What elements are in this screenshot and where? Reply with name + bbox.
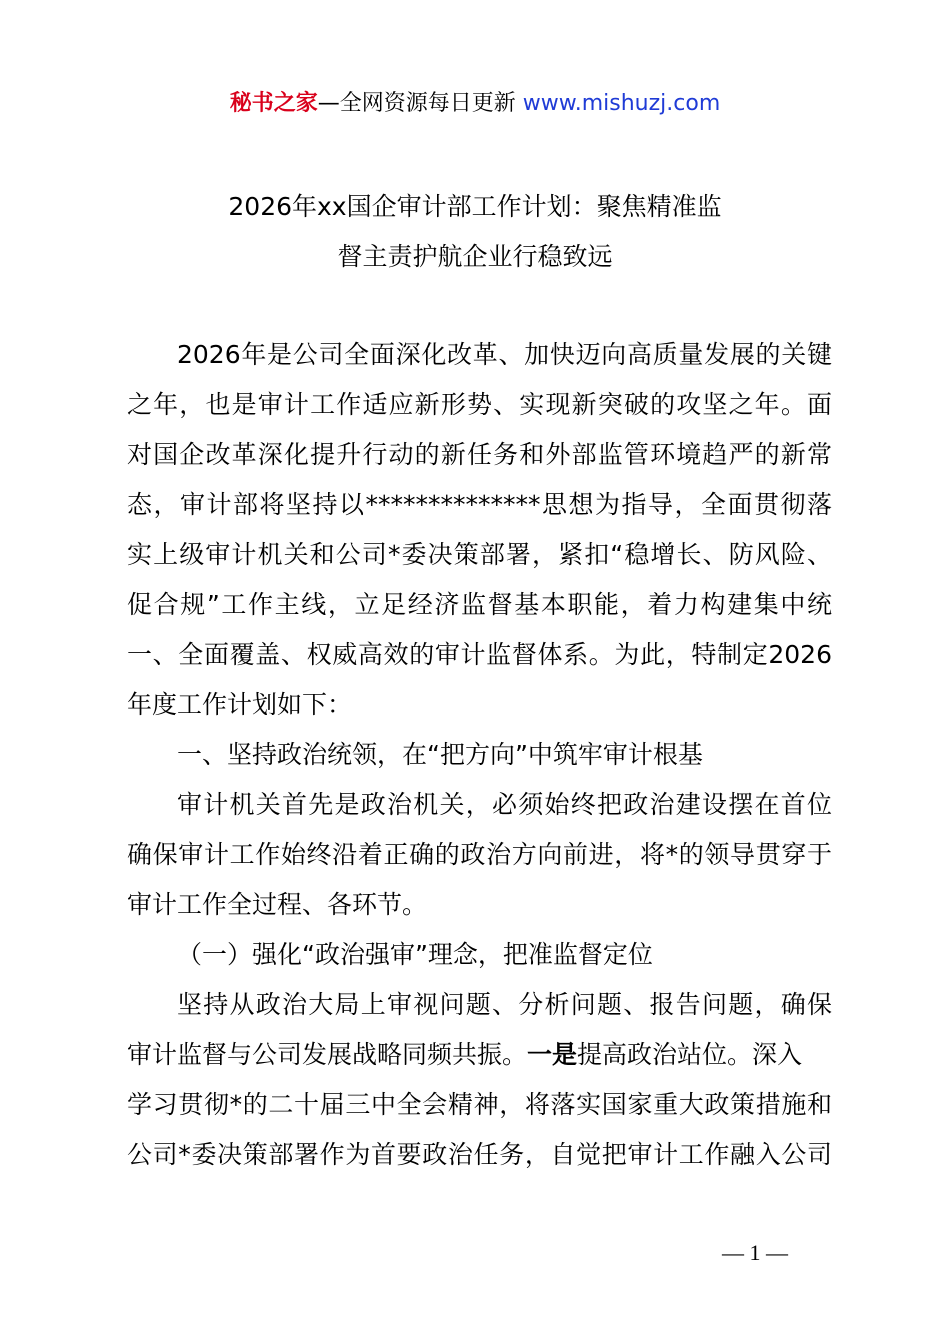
body-line: 2026年是公司全面深化改革、加快迈向高质量发展的关键 <box>177 340 832 369</box>
body-line: 确保审计工作始终沿着正确的政治方向前进，将*的领导贯穿于 <box>127 840 832 869</box>
body-line: 之年，也是审计工作适应新形势、实现新突破的攻坚之年。面 <box>127 390 832 419</box>
document-body <box>127 330 832 1180</box>
body-line <box>127 1030 832 1080</box>
brand-name: 秘书之家 <box>229 91 318 116</box>
subsection-heading: （一）强化“政治强审”理念，把准监督定位 <box>177 940 653 969</box>
body-line: 审计工作全过程、各环节。 <box>127 890 428 919</box>
body-line: 实上级审计机关和公司*委决策部署，紧扣“稳增长、防风险、 <box>127 540 832 569</box>
body-line: 学习贯彻*的二十届三中全会精神，将落实国家重大政策措施和 <box>127 1090 832 1119</box>
body-line: 一、全面覆盖、权威高效的审计监督体系。为此，特制定2026 <box>127 640 832 669</box>
body-line: 促合规”工作主线，立足经济监督基本职能，着力构建集中统 <box>127 590 832 619</box>
site-url-link[interactable]: www.mishuzj.com <box>522 91 721 116</box>
body-line: 公司*委决策部署作为首要政治任务，自觉把审计工作融入公司 <box>127 1140 832 1169</box>
emphasis-marker: 一是 <box>527 1040 578 1069</box>
body-line: 对国企改革深化提升行动的新任务和外部监管环境趋严的新常 <box>127 440 832 469</box>
title-line: 2026年xx国企审计部工作计划：聚焦精准监 <box>228 192 722 221</box>
body-line: 审计机关首先是政治机关，必须始终把政治建设摆在首位 <box>177 790 832 819</box>
site-banner <box>0 88 950 120</box>
body-text: 提高政治站位。深入 <box>577 1040 803 1069</box>
banner-tagline: —全网资源每日更新 <box>317 91 523 116</box>
document-title <box>120 182 830 282</box>
body-line: 态，审计部将坚持以**************思想为指导，全面贯彻落 <box>127 490 832 519</box>
body-line: 年度工作计划如下： <box>127 690 353 719</box>
body-text: 审计监督与公司发展战略同频共振。 <box>127 1040 528 1069</box>
page-number: — 1 — <box>722 1240 788 1265</box>
body-line: 坚持从政治大局上审视问题、分析问题、报告问题，确保 <box>177 990 832 1019</box>
section-heading: 一、坚持政治统领，在“把方向”中筑牢审计根基 <box>177 740 703 769</box>
title-line: 督主责护航企业行稳致远 <box>337 242 613 271</box>
